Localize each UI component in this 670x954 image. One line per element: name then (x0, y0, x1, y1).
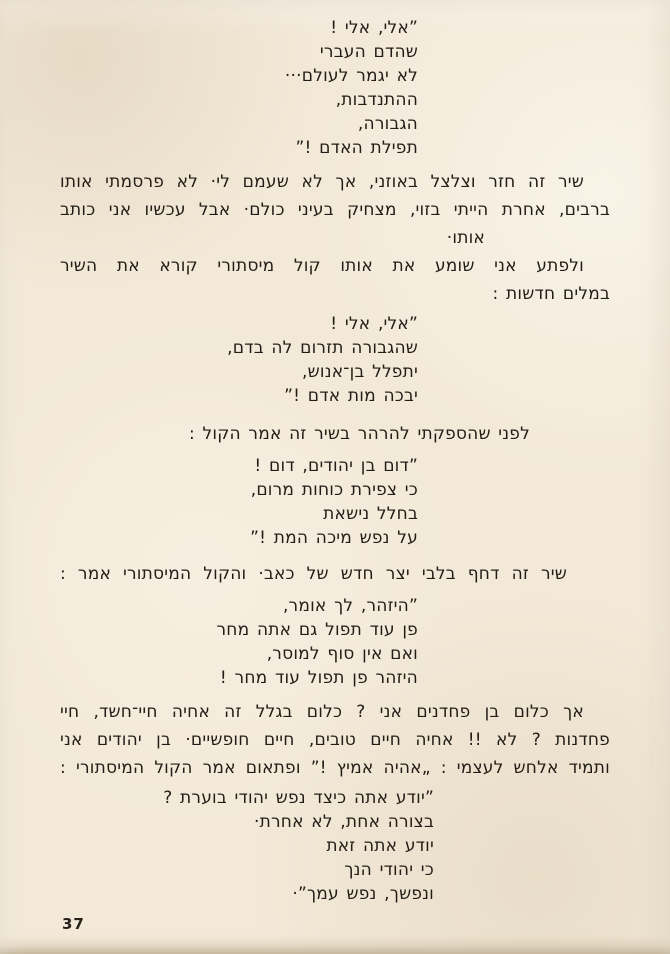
paragraph-line: ותמיד אלחש לעצמי : „אהיה אמיץ !” ופתאום אמר הקול המיסתורי : (60, 758, 610, 778)
poem-stanza-line: שהגבורה תזרום לה בדם, (227, 338, 418, 358)
poem-stanza-line: תפילת האדם !” (295, 138, 418, 158)
paragraph (60, 168, 610, 252)
poem-stanza-line: ואם אין סוף למוסר, (266, 644, 418, 664)
paragraph-line: שיר זה חזר וצלצל באוזני, אך לא שעמם לי· לא פרסמתי אותו (60, 172, 584, 192)
poem-stanza-line: יתפלל בן־אנוש, (302, 362, 418, 382)
intro-line (60, 420, 530, 448)
poem-stanza-line: הגבורה, (357, 114, 418, 134)
poem-stanza-line: ”יודע אתה כיצד נפש יהודי בוערת ? (163, 788, 434, 808)
intro-line-line: שיר זה דחף בלבי יצר חדש של כאב· והקול המיסתורי אמר : (60, 564, 567, 584)
poem-stanza (60, 594, 418, 690)
paragraph (60, 252, 610, 308)
paragraph-line: אותו· (446, 228, 485, 248)
poem-stanza-line: לא יגמר לעולם··· (284, 66, 418, 86)
paragraph-line: אך כלום בן פחדנים אני ? כלום בגלל זה אחיה חיי־חשד, חיי (60, 702, 584, 722)
intro-line-line: לפני שהספקתי להרהר בשיר זה אמר הקול : (189, 424, 530, 444)
poem-stanza (60, 312, 418, 408)
poem-stanza-line: היזהר פן תפול עוד מחר ! (219, 668, 418, 688)
paragraph-line: במלים חדשות : (492, 284, 610, 304)
poem-stanza-line: כי צפירת כוחות מרום, (250, 480, 418, 500)
poem-stanza-line: בחלל נישאת (323, 504, 418, 524)
paragraph-line: פחדנות ? לא !! אחיה חיים טובים, חיים חופשיים· בן יהודים אני (60, 730, 610, 750)
paragraph-line: ברבים, אחרת הייתי בזוי, מצחיק בעיני כולם· אבל עכשיו אני כותב (60, 200, 610, 220)
page-number: 37 (62, 915, 85, 933)
text-column (60, 16, 610, 906)
poem-stanza-line: כי יהודי הנך (344, 860, 434, 880)
poem-stanza-line: על נפש מיכה המת !” (250, 528, 418, 548)
poem-stanza-line: יבכה מות אדם !” (284, 386, 418, 406)
poem-stanza (60, 454, 418, 550)
paragraph-line: ולפתע אני שומע את אותו קול מיסתורי קורא את השיר (60, 256, 584, 276)
paragraph (60, 698, 610, 782)
intro-line (60, 560, 610, 588)
poem-stanza-line: פן עוד תפול גם אתה מחר (216, 620, 418, 640)
poem-stanza-line: ”אלי, אלי ! (330, 314, 418, 334)
poem-stanza-line: יודע אתה זאת (326, 836, 434, 856)
poem-stanza-line: ונפשך, נפש עמך”· (292, 884, 434, 904)
poem-stanza (60, 16, 418, 160)
poem-stanza (60, 786, 434, 906)
poem-stanza-line: ההתנדבות, (335, 90, 418, 110)
poem-stanza-line: בצורה אחת, לא אחרת· (254, 812, 434, 832)
poem-stanza-line: ”דום בן יהודים, דום ! (254, 456, 418, 476)
poem-stanza-line: ”היזהר, לך אומר, (282, 596, 418, 616)
poem-stanza-line: ”אלי, אלי ! (330, 18, 418, 38)
poem-stanza-line: שהדם העברי (319, 42, 418, 62)
